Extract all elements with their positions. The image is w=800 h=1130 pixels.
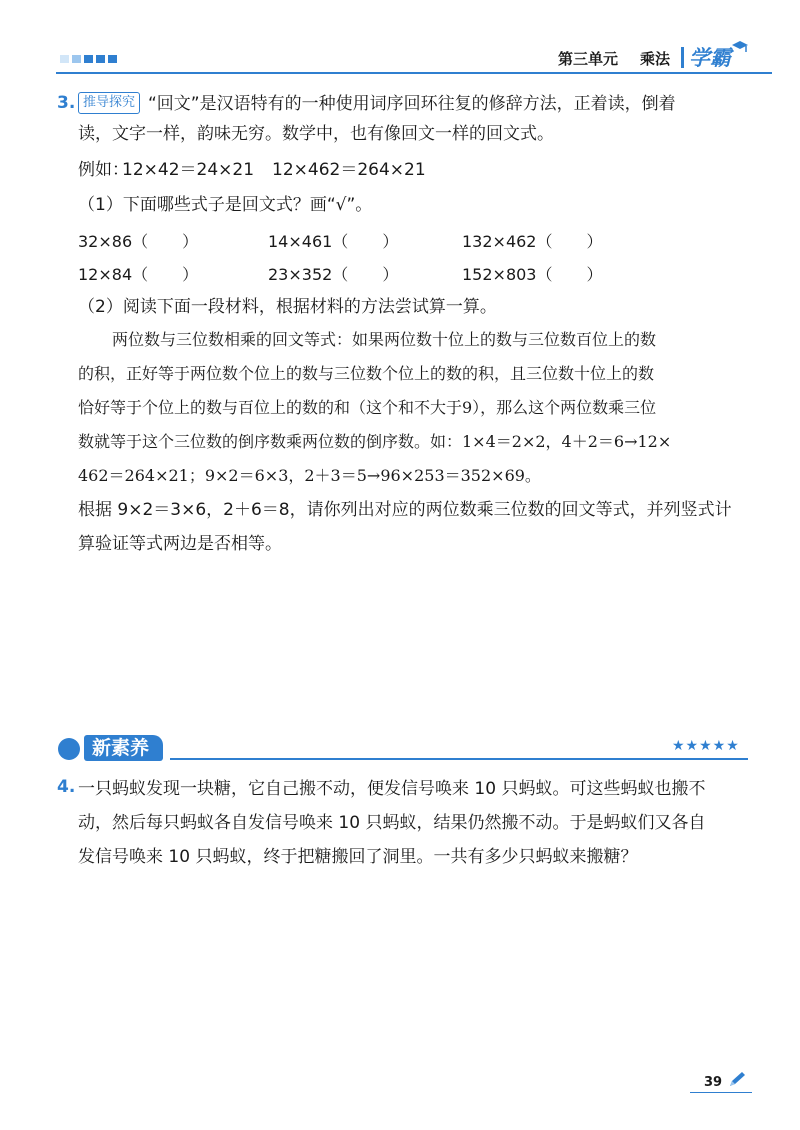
answer-option[interactable]: 23×352（ ） xyxy=(268,265,399,284)
q4-line: 动，然后每只蚂蚁各自发信号唤来 10 只蚂蚁，结果仍然搬不动。于是蚂蚁们又各自 xyxy=(78,813,706,833)
task-line: 根据 9×2＝3×6，2＋6＝8，请你列出对应的两位数乘三位数的回文等式，并列竖式计 xyxy=(78,500,732,520)
brand-divider xyxy=(681,47,684,68)
header-decoration xyxy=(60,55,117,63)
question-number: 3. xyxy=(57,93,76,113)
example-equation: 12×462＝264×21 xyxy=(272,160,426,180)
footer-rule xyxy=(690,1092,752,1093)
section-title: 新素养 xyxy=(84,735,163,761)
question-tag: 推导探究 xyxy=(78,92,140,114)
q4-line: 一只蚂蚁发现一块糖，它自己搬不动，便发信号唤来 10 只蚂蚁。可这些蚂蚁也搬不 xyxy=(78,779,706,799)
material-line: 462＝264×21；9×2＝6×3，2＋3＝5→96×253＝352×69。 xyxy=(78,466,541,485)
example-equation: 12×42＝24×21 xyxy=(122,160,255,180)
answer-option[interactable]: 32×86（ ） xyxy=(78,232,199,251)
question-number: 4. xyxy=(57,777,76,797)
topic-label: 乘法 xyxy=(640,50,671,68)
brand-logo: 学霸 xyxy=(689,46,731,70)
graduation-cap-icon xyxy=(731,40,749,56)
answer-option[interactable]: 132×462（ ） xyxy=(462,232,603,251)
answer-option[interactable]: 14×461（ ） xyxy=(268,232,399,251)
difficulty-stars: ★★★★★ xyxy=(672,738,740,754)
task-line: 算验证等式两边是否相等。 xyxy=(78,534,282,554)
q3-intro-line: 读，文字一样，韵味无穷。数学中，也有像回文一样的回文式。 xyxy=(78,124,554,144)
link-icon xyxy=(58,738,80,760)
answer-option[interactable]: 152×803（ ） xyxy=(462,265,603,284)
page-number: 39 xyxy=(704,1075,723,1090)
header-rule xyxy=(56,72,772,74)
q3-intro-line: “回文”是汉语特有的一种使用词序回环往复的修辞方法，正着读，倒着 xyxy=(148,94,676,114)
material-line: 的积，正好等于两位数个位上的数与三位数个位上的数的积，且三位数十位上的数 xyxy=(78,364,655,383)
material-line: 两位数与三位数相乘的回文等式：如果两位数十位上的数与三位数百位上的数 xyxy=(112,330,657,349)
material-line: 数就等于这个三位数的倒序数乘两位数的倒序数。如：1×4＝2×2，4＋2＝6→12× xyxy=(78,432,672,451)
pencil-icon xyxy=(727,1071,747,1089)
part1-prompt: （1）下面哪些式子是回文式？画“√”。 xyxy=(78,195,373,215)
answer-option[interactable]: 12×84（ ） xyxy=(78,265,199,284)
section-rule xyxy=(170,758,748,760)
unit-label: 第三单元 xyxy=(558,50,619,68)
part2-prompt: （2）阅读下面一段材料，根据材料的方法尝试算一算。 xyxy=(78,297,497,317)
q4-line: 发信号唤来 10 只蚂蚁，终于把糖搬回了洞里。一共有多少只蚂蚁来搬糖？ xyxy=(78,847,638,867)
example-label: 例如： xyxy=(78,160,129,180)
material-line: 恰好等于个位上的数与百位上的数的和（这个和不大于9），那么这个两位数乘三位 xyxy=(78,398,657,417)
